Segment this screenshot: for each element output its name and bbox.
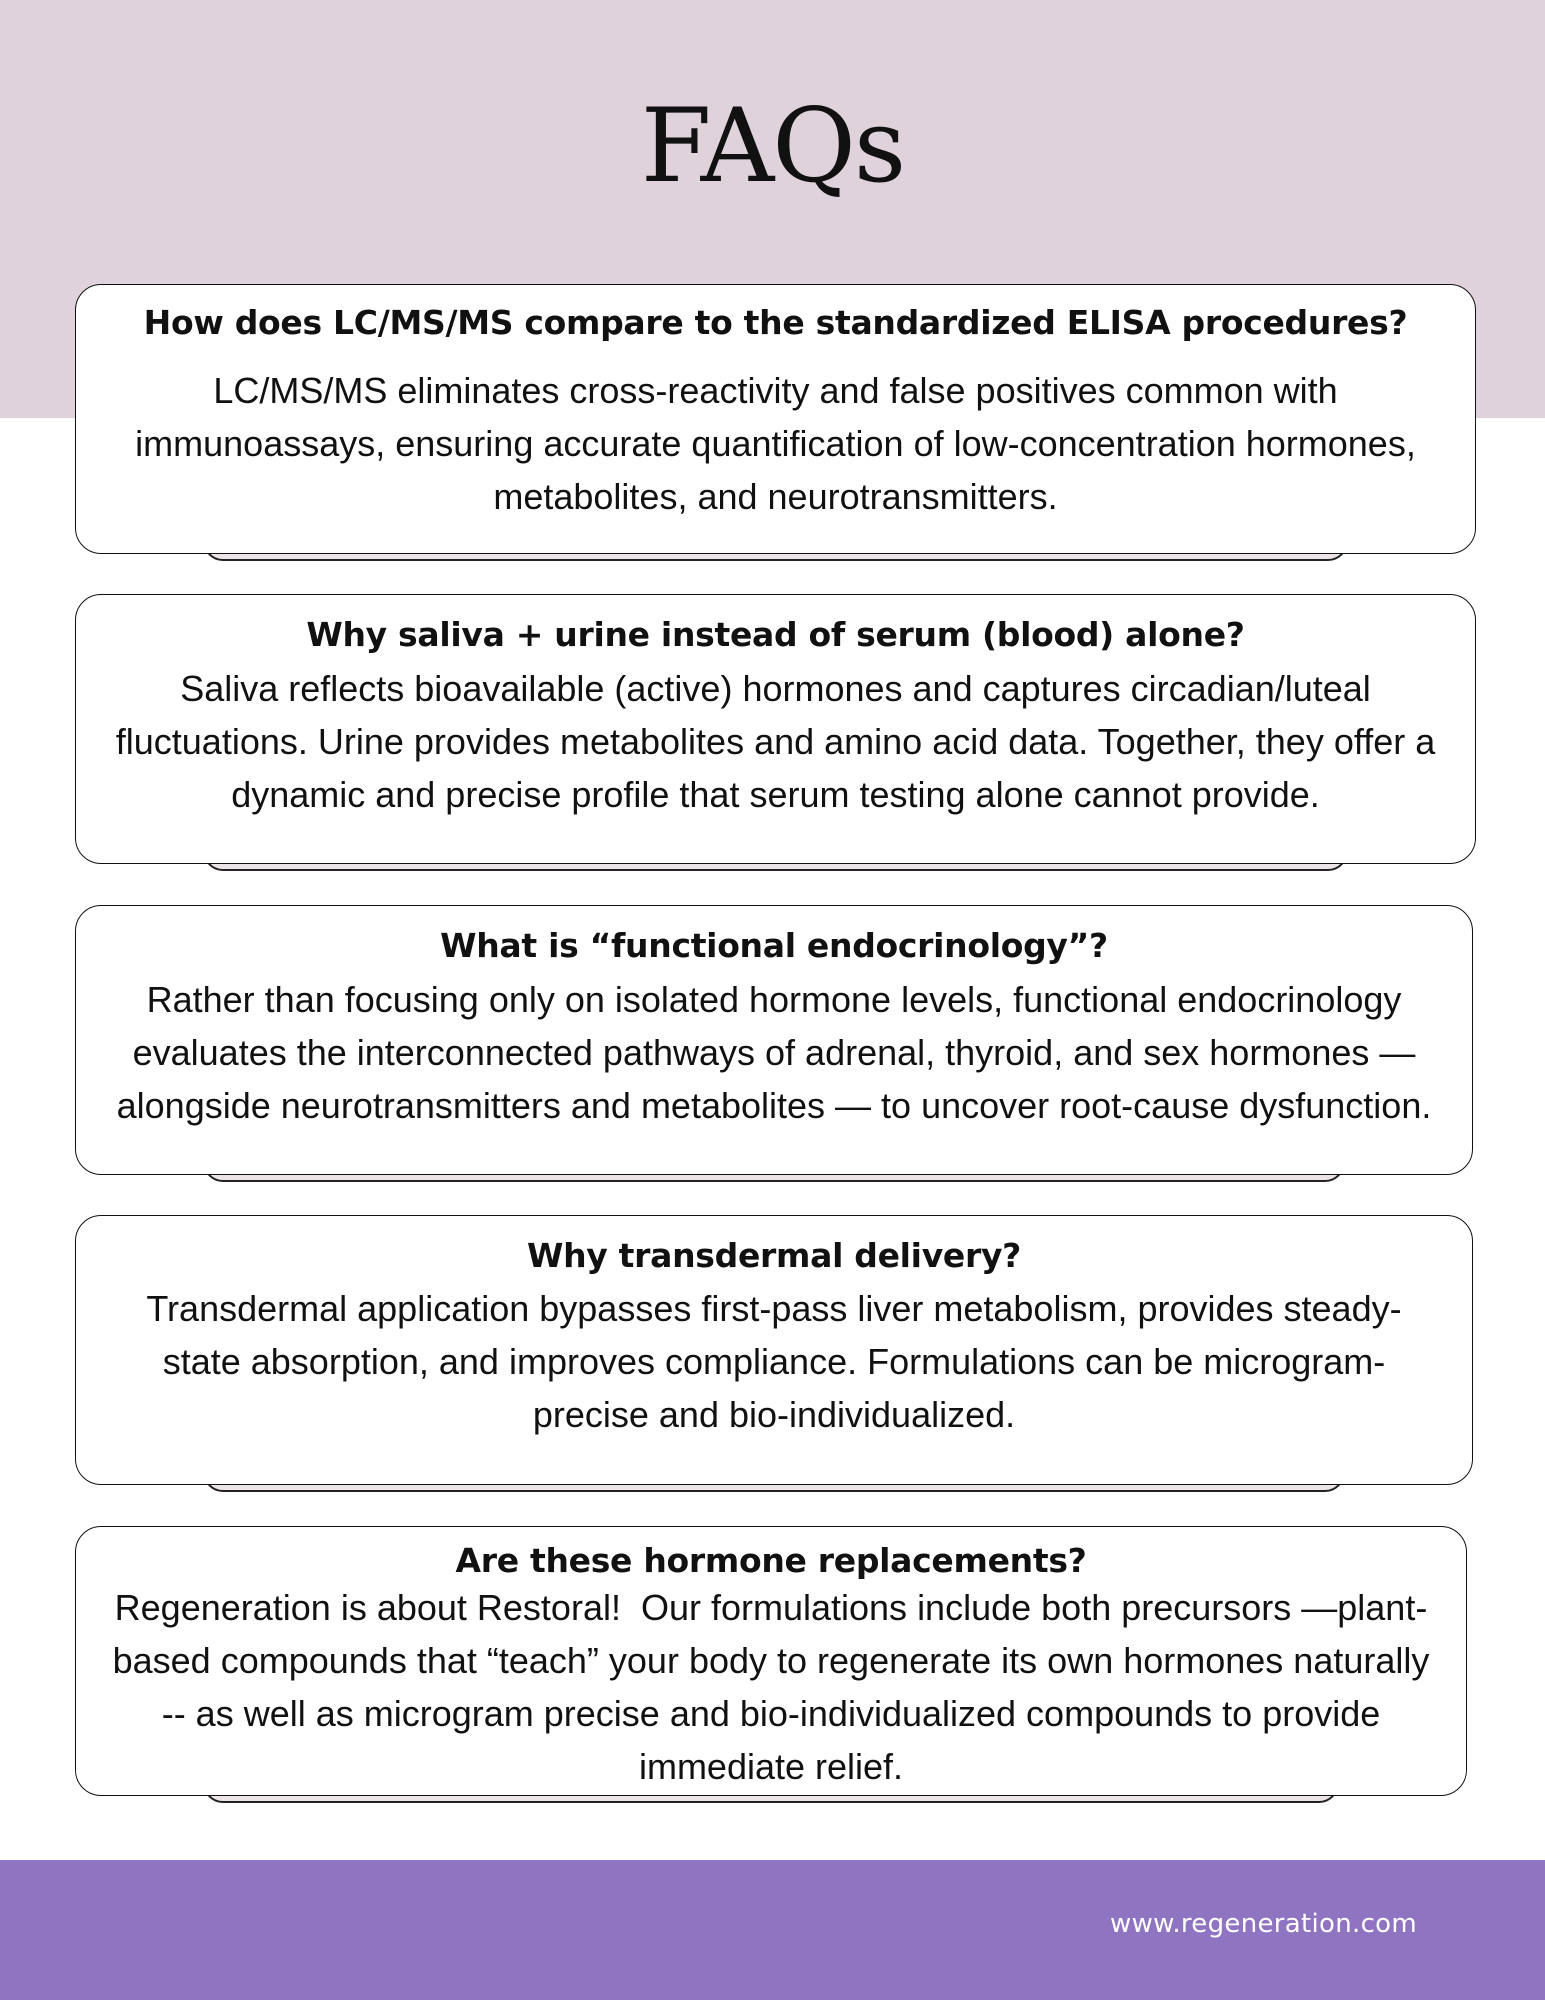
faq-question: Are these hormone replacements?	[455, 1541, 1087, 1580]
faq-card-5	[75, 1526, 1467, 1796]
faq-answer-line: based compounds that “teach” your body to regenerate its own hormones naturally	[112, 1639, 1430, 1681]
faq-answer-line: precise and bio-individualized.	[532, 1393, 1016, 1435]
footer-band	[0, 1860, 1545, 2000]
faq-answer-line: Saliva reflects bioavailable (active) hormones and captures circadian/luteal	[180, 667, 1371, 709]
faq-question: How does LC/MS/MS compare to the standardized ELISA procedures?	[143, 303, 1408, 342]
faq-card-2	[75, 594, 1476, 864]
faq-card-body	[75, 1215, 1473, 1485]
faq-question: Why saliva + urine instead of serum (blood) alone?	[306, 615, 1245, 654]
faq-answer-line: immunoassays, ensuring accurate quantification of low-concentration hormones,	[135, 422, 1416, 464]
faq-answer-line: evaluates the interconnected pathways of adrenal, thyroid, and sex hormones —	[132, 1031, 1416, 1073]
faq-card-body	[75, 905, 1473, 1175]
faq-question: Why transdermal delivery?	[526, 1236, 1022, 1275]
faq-answer-line: dynamic and precise profile that serum testing alone cannot provide.	[231, 773, 1320, 815]
website-link[interactable]: www.regeneration.com	[1110, 1909, 1417, 1939]
faq-answer-line: Regeneration is about Restoral! Our formulations include both precursors —plant-	[114, 1586, 1428, 1628]
faq-answer-line: Rather than focusing only on isolated hormone levels, functional endocrinology	[146, 978, 1402, 1020]
faq-answer-line: state absorption, and improves compliance. Formulations can be microgram-	[162, 1340, 1386, 1382]
faq-question: What is “functional endocrinology”?	[440, 926, 1108, 965]
faq-answer-line: immediate relief.	[638, 1745, 904, 1787]
faq-card-body	[75, 1526, 1467, 1796]
faq-card-1	[75, 284, 1476, 554]
page-title: FAQs	[640, 87, 905, 206]
faq-answer-line: metabolites, and neurotransmitters.	[493, 475, 1058, 517]
faq-answer-line: fluctuations. Urine provides metabolites and amino acid data. Together, they offer a	[115, 720, 1436, 762]
faq-card-body	[75, 284, 1476, 554]
faq-card-4	[75, 1215, 1473, 1485]
faq-answer-line: -- as well as microgram precise and bio-individualized compounds to provide	[161, 1692, 1381, 1734]
faq-answer-line: LC/MS/MS eliminates cross-reactivity and false positives common with	[213, 369, 1338, 411]
faq-card-3	[75, 905, 1473, 1175]
faq-answer-line: alongside neurotransmitters and metabolites — to uncover root-cause dysfunction.	[116, 1084, 1432, 1126]
faq-answer-line: Transdermal application bypasses first-pass liver metabolism, provides steady-	[146, 1287, 1402, 1329]
faq-card-body	[75, 594, 1476, 864]
